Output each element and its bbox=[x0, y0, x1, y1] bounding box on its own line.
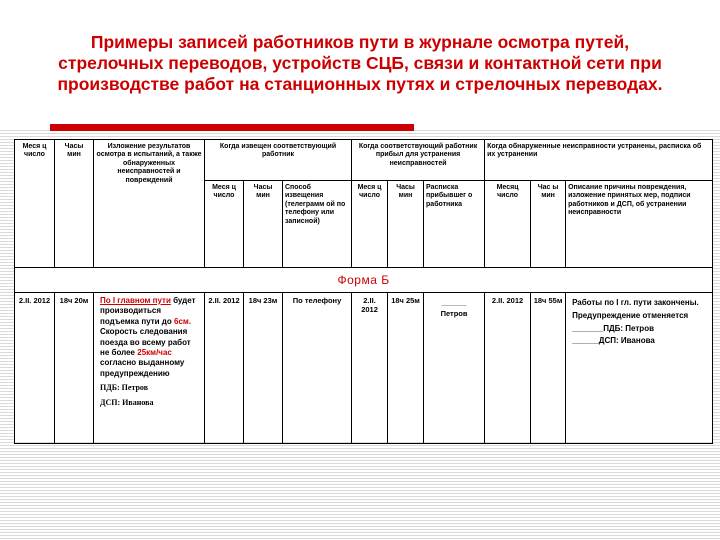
subheader-hours-arrived: Часы мин bbox=[388, 181, 424, 268]
entry-time: 18ч 20м bbox=[55, 293, 94, 444]
fix-date: 2.II. 2012 bbox=[485, 293, 531, 444]
header-description: Изложение результатов осмотра в испытаний, а также обнаруженных неисправностей и повреждений bbox=[94, 140, 205, 268]
arrive-date: 2.II. 2012 bbox=[352, 293, 388, 444]
subheader-hours-notified: Часы мин bbox=[244, 181, 283, 268]
header-hours: Часы мин bbox=[55, 140, 94, 268]
entry-part2: будет производиться подъемка пути до bbox=[100, 296, 196, 326]
table-row bbox=[15, 293, 713, 444]
subheader-fix-description: Описание причины повреждения, изложение принятых мер, подписи работников и ДСП, об устранении неисправности bbox=[566, 181, 713, 268]
header-notified: Когда извещен соответствующий работник bbox=[205, 140, 352, 181]
header-arrived: Когда соответствующий работник прибыл для устранения неисправностей bbox=[352, 140, 485, 181]
entry-part5: 25км/час bbox=[137, 347, 172, 357]
subheader-signature: Расписка прибывшег о работника bbox=[424, 181, 485, 268]
arrive-signature bbox=[424, 293, 485, 444]
notify-time: 18ч 23м bbox=[244, 293, 283, 444]
fix-description bbox=[566, 293, 713, 444]
entry-part6: согласно выданному предупреждению bbox=[100, 358, 185, 378]
fix-line-1: Работы по I гл. пути закончены. bbox=[572, 298, 699, 307]
entry-description bbox=[94, 293, 205, 444]
fix-line-4: ______ДСП: Иванова bbox=[572, 336, 655, 346]
arrive-signature-line: ______ bbox=[441, 298, 467, 307]
form-label-row bbox=[15, 268, 713, 293]
notify-method: По телефону bbox=[283, 293, 352, 444]
header-row-main bbox=[15, 140, 713, 181]
entry-date: 2.II. 2012 bbox=[15, 293, 55, 444]
page-title: Примеры записей работников пути в журнале осмотра путей, стрелочных переводов, устройств СЦБ, связи и контактной сети при производстве работ на станционных путях и стрелочных переводах. bbox=[57, 32, 663, 94]
entry-part1: По I главном пути bbox=[100, 296, 171, 305]
subheader-hours-fixed: Час ы мин bbox=[531, 181, 566, 268]
signature-dsp: ДСП: Иванова bbox=[100, 397, 154, 407]
journal-table bbox=[14, 139, 713, 444]
header-month-day: Меся ц число bbox=[15, 140, 55, 268]
arrive-signature-name: Петров bbox=[440, 309, 468, 318]
signature-pdb: ПДБ: Петров bbox=[100, 383, 149, 393]
header-fixed: Когда обнаруженные неисправности устранены, расписка об их устранении bbox=[485, 140, 713, 181]
arrive-time: 18ч 25м bbox=[388, 293, 424, 444]
notify-date: 2.II. 2012 bbox=[205, 293, 244, 444]
form-label: Форма Б bbox=[15, 268, 713, 293]
journal-table-container bbox=[14, 139, 712, 441]
subheader-month-day-fixed: Месяц число bbox=[485, 181, 531, 268]
fix-line-3: _______ПДБ: Петров bbox=[572, 323, 654, 333]
subheader-method: Способ извещения (телеграмм ой по телефону или записной) bbox=[283, 181, 352, 268]
fix-time: 18ч 55м bbox=[531, 293, 566, 444]
subheader-month-day-notified: Меся ц число bbox=[205, 181, 244, 268]
fix-line-2: Предупреждение отменяется bbox=[572, 310, 689, 320]
entry-part4: Скорость следования поезда во всему работ не более bbox=[100, 327, 191, 357]
title-underline-bar bbox=[50, 124, 414, 131]
entry-part3: 6см. bbox=[174, 316, 192, 326]
subheader-month-day-arrived: Меся ц число bbox=[352, 181, 388, 268]
